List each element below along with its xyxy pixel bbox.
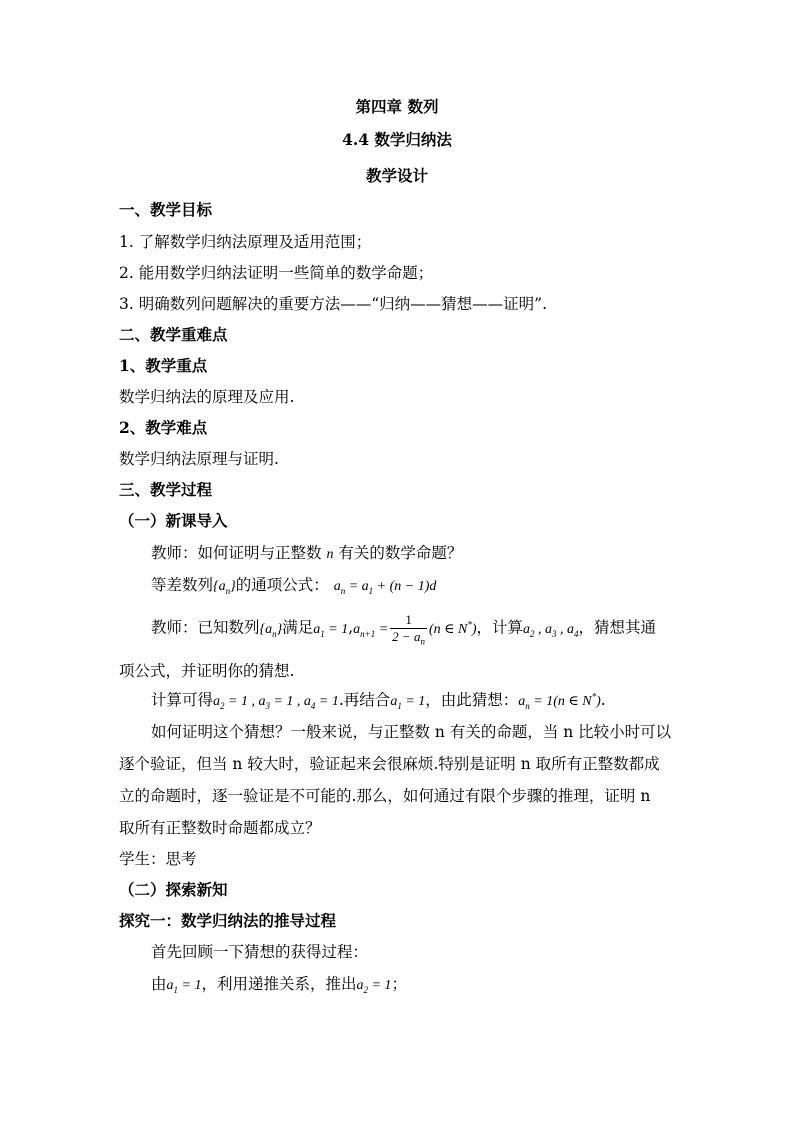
derive-a2: $a_2 = 1$ xyxy=(356,978,392,995)
terms-list: $a_2$ , $a_3$ , $a_4$ xyxy=(523,621,579,639)
seq-expr: $\{a_n\}$ xyxy=(213,579,236,596)
domain: (n ∈ N*) xyxy=(428,618,477,637)
text: ，计算 xyxy=(476,618,524,637)
teacher-question-2: 教师：已知数列$\{a_n\}$满足$a_1 = 1,a_{n+1}$ = $\frac{1}{2 - a_n}$ (n ∈ N*)，计算$a_2$ , $a_3$ , $a_4$，猜想其通 xyxy=(151,612,657,647)
heading-explore: （二）探索新知 xyxy=(119,880,228,899)
paragraph-line-1: 如何证明这个猜想？一般来说，与正整数 n 有关的命题，当 n 比较小时可以 xyxy=(151,723,672,741)
heading-explore-1: 探究一：数学归纳法的推导过程 xyxy=(119,911,337,930)
seq-an: $\{a_n\}$ xyxy=(259,621,283,639)
conjecture: $a_n = 1(n$ ∈ N*) xyxy=(518,691,601,711)
calc-values: $a_2 = 1$ , $a_3 = 1$ , $a_4 = 1$ xyxy=(213,694,339,711)
var-n: n xyxy=(326,547,334,562)
text: 由 xyxy=(151,975,167,993)
student-response: 学生：思考 xyxy=(119,850,197,868)
formula-general-term: $a_n = a_1 + (n - 1)d$ xyxy=(333,579,437,596)
text: ，利用递推关系，推出 xyxy=(201,975,357,993)
calc-a1: $a_1 = 1$ xyxy=(390,694,426,711)
goal-item-1: 1. 了解数学归纳法原理及适用范围； xyxy=(119,233,372,251)
difficult-point-text: 数学归纳法原理与证明. xyxy=(119,450,279,468)
text: ，由此猜想： xyxy=(425,691,519,709)
heading-difficult-point: 2、教学难点 xyxy=(119,418,208,437)
heading-teaching-goals: 一、教学目标 xyxy=(119,200,213,219)
heading-teaching-process: 三、教学过程 xyxy=(119,480,213,499)
recurrence: $a_{n+1}$ = xyxy=(353,621,389,639)
text: 有关的数学命题？ xyxy=(338,544,463,562)
text: 教师：如何证明与正整数 xyxy=(151,544,322,562)
goal-item-3: 3. 明确数列问题解决的重要方法——“归纳——猜想——证明”. xyxy=(119,295,547,313)
paragraph-line-3: 立的命题时，逐一验证是不可能的.那么，如何通过有限个步骤的推理，证明 n xyxy=(119,787,651,805)
review-text: 首先回顾一下猜想的获得过程： xyxy=(151,943,369,961)
text: 的通项公式： xyxy=(235,576,329,594)
heading-intro: （一）新课导入 xyxy=(119,511,228,530)
paragraph-line-4: 取所有正整数时命题都成立？ xyxy=(119,819,321,837)
key-point-text: 数学归纳法的原理及应用. xyxy=(119,388,295,406)
text: 教师：已知数列 xyxy=(151,618,260,637)
paragraph-line-2: 逐个验证，但当 n 较大时，验证起来会很麻烦.特别是证明 n 取所有正整数都成 xyxy=(119,755,660,773)
text: 等差数列 xyxy=(151,576,214,594)
section-title: 4.4 数学归纳法 xyxy=(342,130,452,149)
goal-item-2: 2. 能用数学归纳法证明一些简单的数学命题； xyxy=(119,264,434,282)
doc-type-title: 教学设计 xyxy=(365,166,428,185)
recurrence-fraction: $\frac{1}{2 - a_n}$ xyxy=(392,612,425,647)
derivation-line xyxy=(151,974,407,996)
text: .再结合 xyxy=(338,691,391,709)
text: 满足 xyxy=(282,618,314,637)
chapter-title: 第四章 数列 xyxy=(355,97,439,116)
text: ，猜想其通 xyxy=(578,618,657,637)
text: ； xyxy=(391,975,407,993)
condition-a1: $a_1 = 1$ xyxy=(313,621,349,639)
teacher-question-1 xyxy=(151,543,462,565)
heading-key-difficult: 二、教学重难点 xyxy=(119,325,228,344)
text: 计算可得 xyxy=(151,691,214,709)
teacher-question-2-cont: 项公式，并证明你的猜想. xyxy=(119,662,295,680)
heading-key-point: 1、教学重点 xyxy=(119,356,208,375)
start-a1: $a_1 = 1$ xyxy=(166,978,202,995)
arithmetic-formula-line xyxy=(151,575,436,597)
calculation-line: 计算可得$a_2 = 1$ , $a_3 = 1$ , $a_4 = 1$.再结合$a_1 = 1$，由此猜想：$a_n = 1(n$ ∈ N*). xyxy=(151,691,606,711)
